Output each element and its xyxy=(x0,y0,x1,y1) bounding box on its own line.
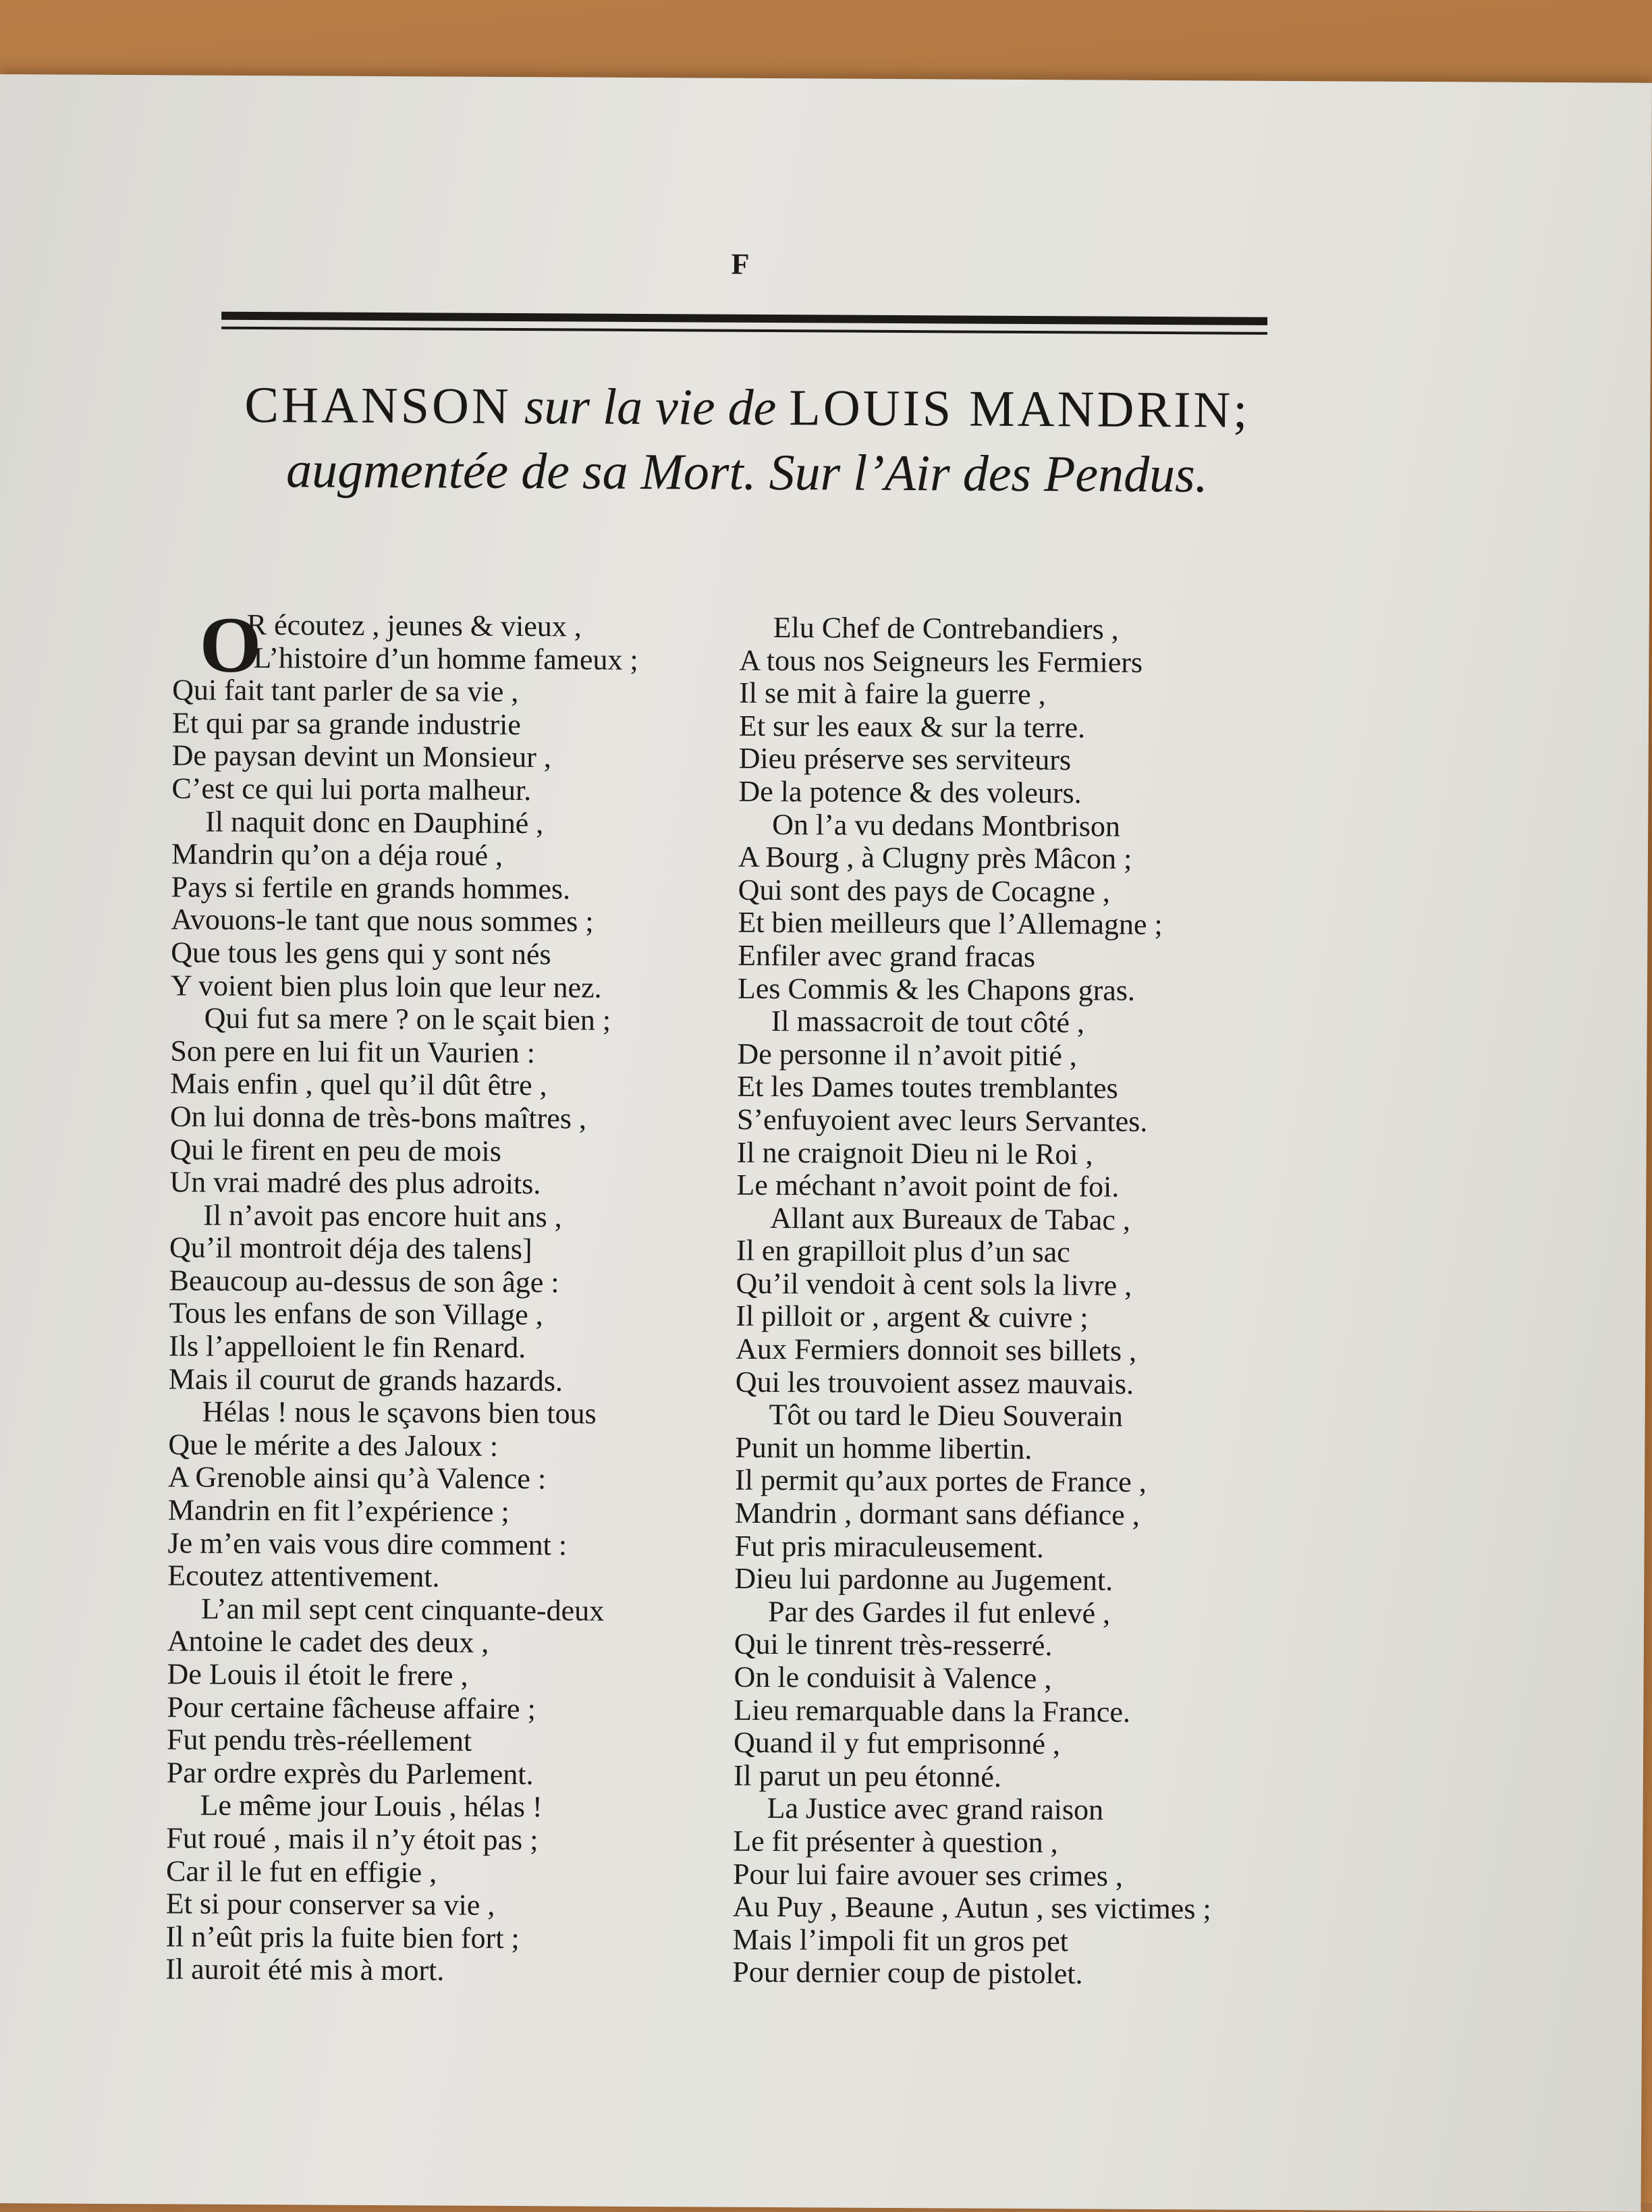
verse-line: Il n’avoit pas encore huit ans , xyxy=(203,1198,562,1234)
verse-line: Avouons-le tant que nous sommes ; xyxy=(171,902,594,938)
verse-column-right xyxy=(732,612,1300,1992)
verse-line: Et sur les eaux & sur la terre. xyxy=(738,709,1086,745)
verse-line: Mandrin qu’on a déja roué , xyxy=(171,837,503,873)
title-sur-la-vie: sur la vie de xyxy=(511,377,790,437)
verse-line: Les Commis & les Chapons gras. xyxy=(737,971,1136,1007)
verse-line: Mais enfin , quel qu’il dût être , xyxy=(170,1067,547,1102)
verse-line: Tous les enfans de son Village , xyxy=(169,1296,543,1332)
verse-line: On lui donna de très-bons maîtres , xyxy=(169,1100,587,1135)
verse-line: Par des Gardes il fut enlevé , xyxy=(767,1594,1111,1630)
verse-line: Mandrin , dormant sans défiance , xyxy=(734,1496,1140,1532)
verse-line: On l’a vu dedans Montbrison xyxy=(772,807,1121,843)
verse-line: Pour certaine fâcheuse affaire ; xyxy=(167,1690,536,1725)
verse-line: Y voient bien plus loin que leur nez. xyxy=(170,968,602,1004)
verse-line: Il naquit donc en Dauphiné , xyxy=(205,805,544,840)
verse-line: Enfiler avec grand fracas xyxy=(738,938,1036,973)
verse-line: Pour dernier coup de pistolet. xyxy=(732,1955,1083,1991)
rule-thin-line xyxy=(221,327,1267,335)
verse-line: L’an mil sept cent cinquante-deux xyxy=(200,1592,605,1627)
verse-line: Son pere en lui fit un Vaurien : xyxy=(170,1034,536,1069)
verse-line: C’est ce qui lui porta malheur. xyxy=(171,772,532,807)
verse-line: La Justice avec grand raison xyxy=(767,1791,1104,1827)
verse-line: Ecoutez attentivement. xyxy=(167,1559,440,1594)
rule-thick-line xyxy=(221,312,1267,325)
verse-line: Qui le tinrent très-resserré. xyxy=(734,1627,1053,1663)
verse-line: Fut pris miraculeusement. xyxy=(734,1529,1044,1564)
song-title xyxy=(200,373,1294,508)
verse-line: Le même jour Louis , hélas ! xyxy=(200,1788,543,1824)
verse-line: Fut roué , mais il n’y étoit pas ; xyxy=(166,1821,539,1857)
verse-line: Pays si fertile en grands hommes. xyxy=(171,870,571,906)
verse-line: Qui sont des pays de Cocagne , xyxy=(738,873,1110,909)
verse-line: Il auroit été mis à mort. xyxy=(165,1952,445,1987)
verse-line: De Louis il étoit le frere , xyxy=(167,1657,468,1692)
verse-line: Au Puy , Beaune , Autun , ses victimes ; xyxy=(732,1889,1211,1926)
verse-line: Et qui par sa grande industrie xyxy=(171,706,521,741)
verse-line: De personne il n’avoit pitié , xyxy=(737,1037,1077,1073)
verse-line: Tôt ou tard le Dieu Souverain xyxy=(769,1398,1123,1433)
verse-line: Qui fait tant parler de sa vie , xyxy=(172,673,519,709)
verse-line: Le fit présenter à question , xyxy=(733,1824,1058,1860)
verse-line: Dieu lui pardonne au Jugement. xyxy=(734,1561,1113,1597)
verse-line: Il en grapilloit plus d’un sac xyxy=(736,1234,1070,1269)
verse-line: A Bourg , à Clugny près Mâcon ; xyxy=(738,840,1132,875)
verse-line: Dieu préserve ses serviteurs xyxy=(738,742,1072,777)
title-line-2: augmentée de sa Mort. Sur l’Air des Pendus. xyxy=(285,441,1208,504)
verse-line: Elu Chef de Contrebandiers , xyxy=(773,611,1119,646)
verse-line: Il massacroit de tout côté , xyxy=(771,1004,1085,1040)
verse-line: Un vrai madré des plus adroits. xyxy=(169,1165,541,1201)
verse-line: Il permit qu’aux portes de France , xyxy=(734,1463,1147,1499)
printed-page xyxy=(0,74,1652,2212)
verse-line: Qu’il vendoit à cent sols la livre , xyxy=(736,1266,1132,1302)
verse-line: Mais il courut de grands hazards. xyxy=(168,1361,563,1398)
verse-line: Punit un homme libertin. xyxy=(735,1430,1032,1465)
verse-line: Fut pendu très-réellement xyxy=(166,1723,472,1758)
verse-line: Et si pour conserver sa vie , xyxy=(165,1887,495,1922)
verse-line: Et les Dames toutes tremblantes xyxy=(737,1070,1118,1106)
drop-cap: O xyxy=(199,600,262,690)
verse-line: Il ne craignoit Dieu ni le Roi , xyxy=(736,1135,1093,1171)
verse-line: Qui fut sa mere ? on le sçait bien ; xyxy=(204,1001,611,1037)
verse-line: Hélas ! nous le sçavons bien tous xyxy=(202,1395,597,1430)
verse-line: De paysan devint un Monsieur , xyxy=(171,738,551,774)
verse-line: Qui les trouvoient assez mauvais. xyxy=(735,1365,1134,1401)
verse-line: R écoutez , jeunes & vieux , xyxy=(246,608,582,643)
verse-line: Allant aux Bureaux de Tabac , xyxy=(770,1201,1130,1237)
verse-line: Il n’eût pris la fuite bien fort ; xyxy=(165,1920,520,1955)
verse-line: S’enfuyoient avec leurs Servantes. xyxy=(736,1102,1148,1138)
verse-line: Le méchant n’avoit point de foi. xyxy=(736,1168,1120,1204)
verse-line: Quand il y fut emprisonné , xyxy=(733,1725,1061,1761)
verse-line: Lieu remarquable dans la France. xyxy=(734,1693,1131,1729)
verse-line: Pour lui faire avouer ses crimes , xyxy=(732,1857,1124,1893)
verse-line: Il se mit à faire la guerre , xyxy=(739,676,1046,711)
verse-line: L’histoire d’un homme fameux ; xyxy=(253,641,638,676)
verse-line: Et bien meilleurs que l’Allemagne ; xyxy=(738,906,1163,942)
title-chanson: CHANSON xyxy=(244,376,512,435)
verse-line: Qui le firent en peu de mois xyxy=(169,1132,501,1168)
verse-line: Mais l’impoli fit un gros pet xyxy=(732,1922,1069,1958)
verse-line: Que tous les gens qui y sont nés xyxy=(171,936,551,971)
title-line-1 xyxy=(200,373,1294,443)
verse-line: Que le mérite a des Jaloux : xyxy=(168,1428,499,1463)
verse-line: A tous nos Seigneurs les Fermiers xyxy=(739,643,1143,679)
verse-line: Mandrin en fit l’expérience ; xyxy=(167,1493,510,1529)
verse-line: Il parut un peu étonné. xyxy=(733,1758,1002,1793)
title-louis-mandrin: LOUIS MANDRIN; xyxy=(789,379,1250,439)
verse-column-left xyxy=(165,600,726,1989)
header-double-rule xyxy=(221,312,1267,340)
verse-line: Ils l’appelloient le fin Renard. xyxy=(169,1329,526,1365)
verse-line: Aux Fermiers donnoit ses billets , xyxy=(735,1332,1137,1368)
verse-line: Qu’il montroit déja des talens] xyxy=(169,1231,532,1266)
verse-line: De la potence & des voleurs. xyxy=(738,774,1082,810)
verse-line: Par ordre exprès du Parlement. xyxy=(166,1756,534,1791)
verse-line: Beaucoup au-dessus de son âge : xyxy=(169,1264,559,1299)
verse-line: Car il le fut en effigie , xyxy=(165,1854,437,1889)
verse-line: A Grenoble ainsi qu’à Valence : xyxy=(167,1460,547,1496)
folio-mark: F xyxy=(731,247,750,281)
verse-line: Antoine le cadet des deux , xyxy=(167,1624,489,1660)
verse-line: On le conduisit à Valence , xyxy=(734,1660,1052,1696)
verse-line: Je m’en vais vous dire comment : xyxy=(167,1526,568,1562)
verse-line: Il pilloit or , argent & cuivre ; xyxy=(736,1299,1089,1334)
